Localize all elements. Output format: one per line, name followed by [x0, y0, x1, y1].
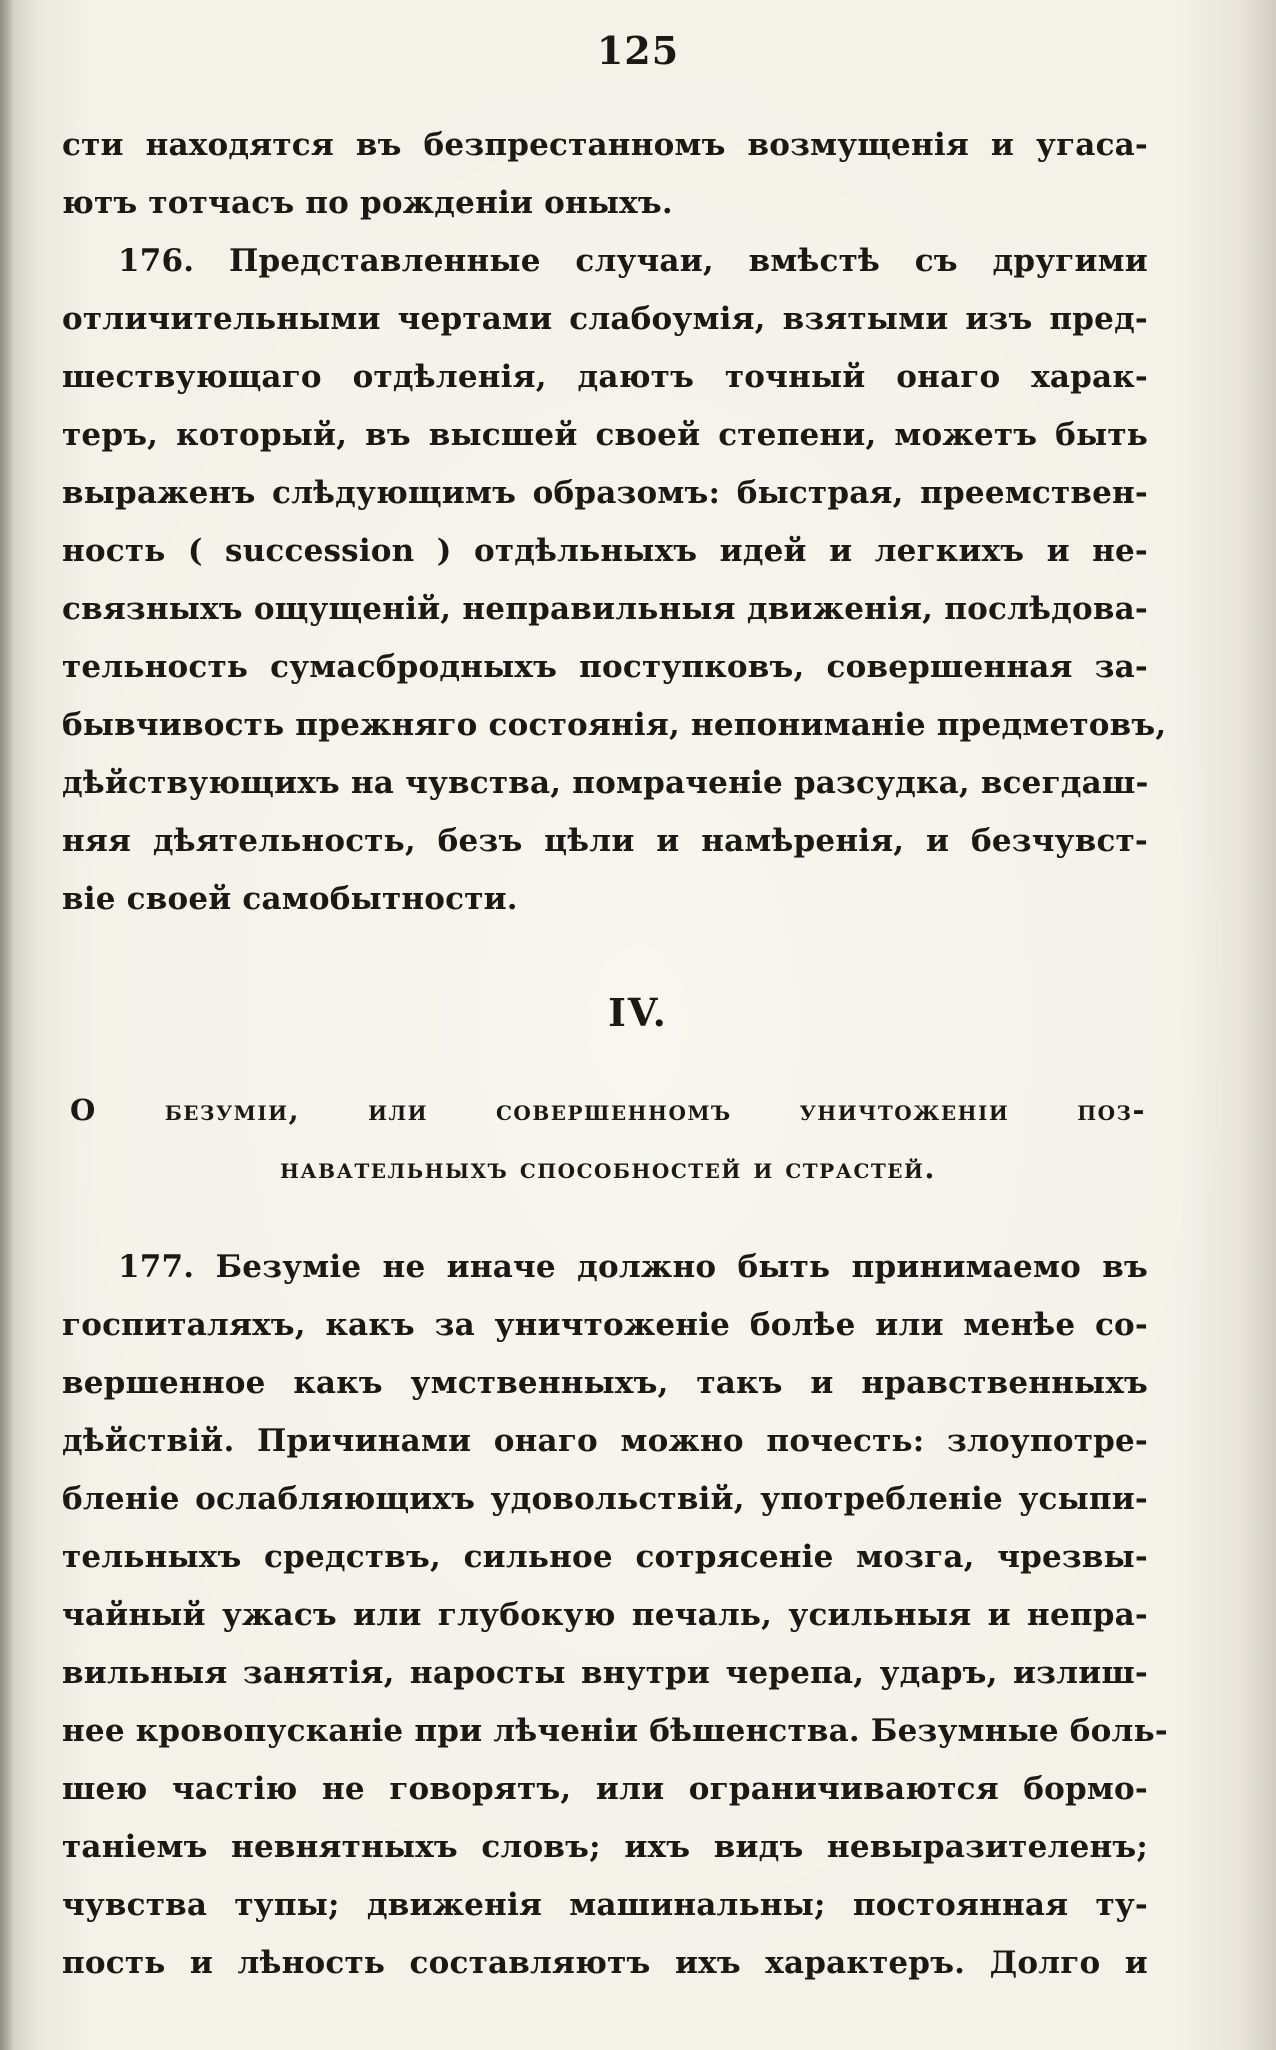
- text-line: нее кровопусканіе при лѣченіи бѣшенства. Безумные боль-: [62, 1713, 1168, 1749]
- text-line: связныхъ ощущеній, неправильныя движенія, послѣдова-: [62, 591, 1148, 627]
- text-line: шею частію не говорятъ, или ограничиваются бормо-: [62, 1771, 1148, 1807]
- text-line: тельныхъ средствъ, сильное сотрясеніе мозга, чрезвы-: [62, 1539, 1148, 1575]
- text-line: вильныя занятія, наросты внутри черепа, ударъ, излиш-: [62, 1655, 1148, 1691]
- text-line: бывчивость прежняго состоянія, непониманіе предметовъ,: [62, 707, 1167, 743]
- text-line: дѣйствій. Причинами онаго можно почесть: злоупотре-: [62, 1423, 1148, 1459]
- text-line: чувства тупы; движенія машинальны; постоянная ту-: [62, 1887, 1148, 1923]
- page-number: 125: [596, 28, 680, 73]
- text-line: шествующаго отдѣленія, даютъ точный онаго харак-: [62, 359, 1148, 395]
- text-line: сти находятся въ безпрестанномъ возмущенія и угаса-: [62, 127, 1148, 163]
- section-number: IV.: [608, 990, 668, 1035]
- text-line: тельность сумасбродныхъ поступковъ, совершенная за-: [62, 649, 1148, 685]
- text-line: выраженъ слѣдующимъ образомъ: быстрая, преемствен-: [62, 475, 1148, 511]
- paragraph-177-first-line: 177. Безуміе не иначе должно быть принимаемо въ: [118, 1249, 1148, 1285]
- text-line: дѣйствующихъ на чувства, помраченіе разсудка, всегдаш-: [62, 765, 1149, 801]
- text-line: отличительными чертами слабоумія, взятыми изъ пред-: [62, 301, 1148, 337]
- text-line: ность ( succession ) отдѣльныхъ идей и легкихъ и не-: [62, 533, 1148, 569]
- text-line: вершенное какъ умственныхъ, такъ и нравственныхъ: [62, 1365, 1148, 1401]
- section-heading-line: навательныхъ способностей и страстей.: [279, 1151, 937, 1185]
- paragraph-176-first-line: 176. Представленные случаи, вмѣстѣ съ другими: [118, 243, 1148, 279]
- text-line: чайный ужасъ или глубокую печаль, усильныя и непра-: [62, 1597, 1148, 1633]
- text-line: няя дѣятельность, безъ цѣли и намѣренія, и безчувст-: [62, 823, 1148, 859]
- text-line: теръ, который, въ высшей своей степени, можетъ быть: [62, 417, 1148, 453]
- section-heading-line: О безуміи, или совершенномъ уничтоженіи поз-: [70, 1093, 1146, 1127]
- text-line: ютъ тотчасъ по рожденіи оныхъ.: [62, 185, 673, 221]
- text-line: віе своей самобытности.: [62, 881, 518, 917]
- text-line: пость и лѣность составляютъ ихъ характеръ. Долго и: [62, 1945, 1148, 1981]
- text-line: таніемъ невнятныхъ словъ; ихъ видъ невыразителенъ;: [62, 1829, 1148, 1865]
- text-line: госпиталяхъ, какъ за уничтоженіе болѣе или менѣе со-: [62, 1307, 1148, 1343]
- text-line: бленіе ослабляющихъ удовольствій, употребленіе усыпи-: [62, 1481, 1148, 1517]
